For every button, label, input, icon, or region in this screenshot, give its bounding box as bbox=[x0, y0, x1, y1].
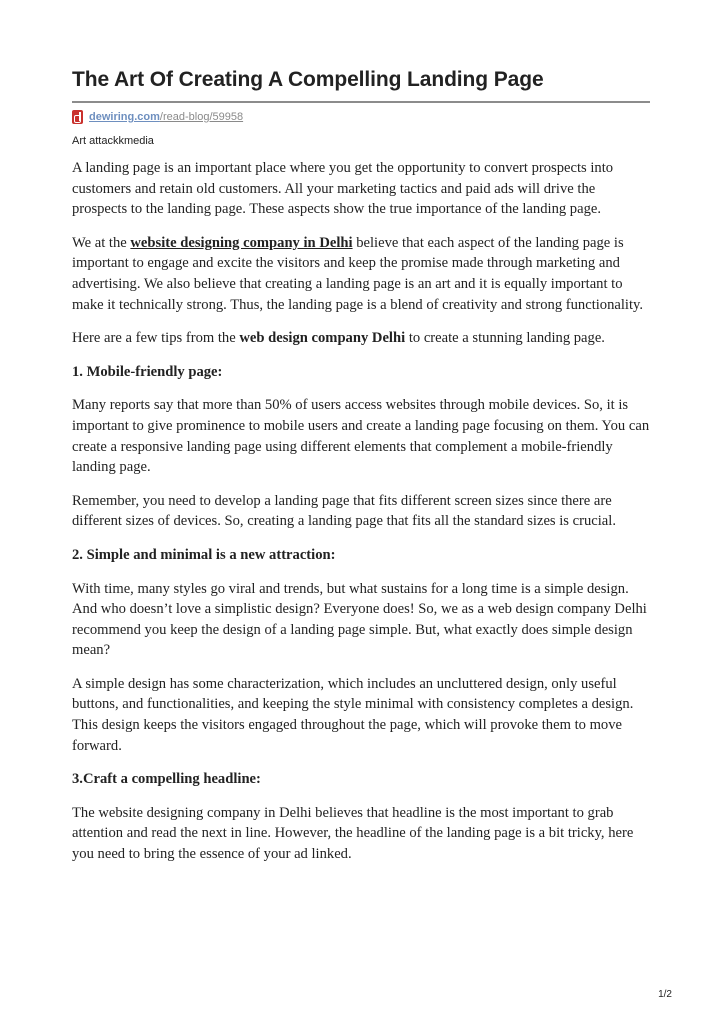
document-title: The Art Of Creating A Compelling Landing Page bbox=[72, 68, 544, 91]
dewiring-logo-icon bbox=[72, 110, 83, 124]
document-page bbox=[72, 66, 650, 878]
source-path-link[interactable]: /read-blog/59958 bbox=[159, 111, 244, 123]
heading-headline: 3.Craft a compelling headline: bbox=[72, 771, 261, 788]
paragraph-headline: The website designing company in Delhi believes that headline is the most important to grab attention and read the next in line. However, the headline of the landing page is a bit tricky, here you need to bring the essence of your ad linked. bbox=[72, 804, 634, 863]
author-name: Art attackkmedia bbox=[72, 135, 154, 147]
paragraph-mobile-1: Many reports say that more than 50% of users access websites through mobile devices. So, it is important to give prominence to mobile users and create a landing page focusing on them. You can create a responsive landing page using different elements that complement a mobile-friendly landing page. bbox=[72, 397, 650, 476]
paragraph-simple-1: With time, many styles go viral and trends, but what sustains for a long time is a simple design. And who doesn’t love a simplistic design? Everyone does! So, we as a web design company Delhi recommend you keep the design of a landing page simple. But, what exactly does simple design mean? bbox=[72, 580, 647, 659]
page-number: 1/2 bbox=[658, 989, 672, 1000]
source-link-row[interactable] bbox=[72, 110, 650, 124]
website-designing-company-link[interactable]: website designing company in Delhi bbox=[130, 234, 353, 251]
text-span: Here are a few tips from the bbox=[72, 330, 240, 347]
heading-simple-minimal: 2. Simple and minimal is a new attraction: bbox=[72, 546, 336, 563]
paragraph-simple-2: A simple design has some characterization, which includes an uncluttered design, only useful buttons, and functionalities, and keeping the style minimal with consistency completes a design. This design keeps the visitors engaged throughout the page, which will provoke them to move forward. bbox=[72, 675, 634, 754]
text-span: believe that each aspect of the landing page is important to engage and excite the visitors and keep the promise made through marketing and advertising. We also believe that creating a landing page is an art and it is equally important to make it technically strong. Thus, the landing page is a blend of creativity and strong functionality. bbox=[72, 234, 644, 313]
paragraph-tips-intro bbox=[72, 328, 650, 349]
article-body bbox=[72, 158, 650, 865]
heading-mobile-friendly: 1. Mobile-friendly page: bbox=[72, 363, 223, 380]
text-span: We at the bbox=[72, 234, 131, 251]
paragraph-intro: A landing page is an important place where you get the opportunity to convert prospects into customers and retain old customers. All your marketing tactics and paid ads will drive the prospects to the landing page. These aspects show the true importance of the landing page. bbox=[72, 160, 614, 218]
source-domain-link[interactable]: dewiring.com bbox=[89, 111, 160, 123]
text-span: to create a stunning landing page. bbox=[405, 330, 605, 347]
title-divider bbox=[72, 101, 650, 103]
paragraph-mobile-2: Remember, you need to develop a landing page that fits different screen sizes since there are different sizes of devices. So, creating a landing page that fits all the standard sizes is crucial. bbox=[72, 492, 616, 530]
paragraph-company bbox=[72, 233, 650, 315]
bold-phrase: web design company Delhi bbox=[239, 330, 406, 347]
